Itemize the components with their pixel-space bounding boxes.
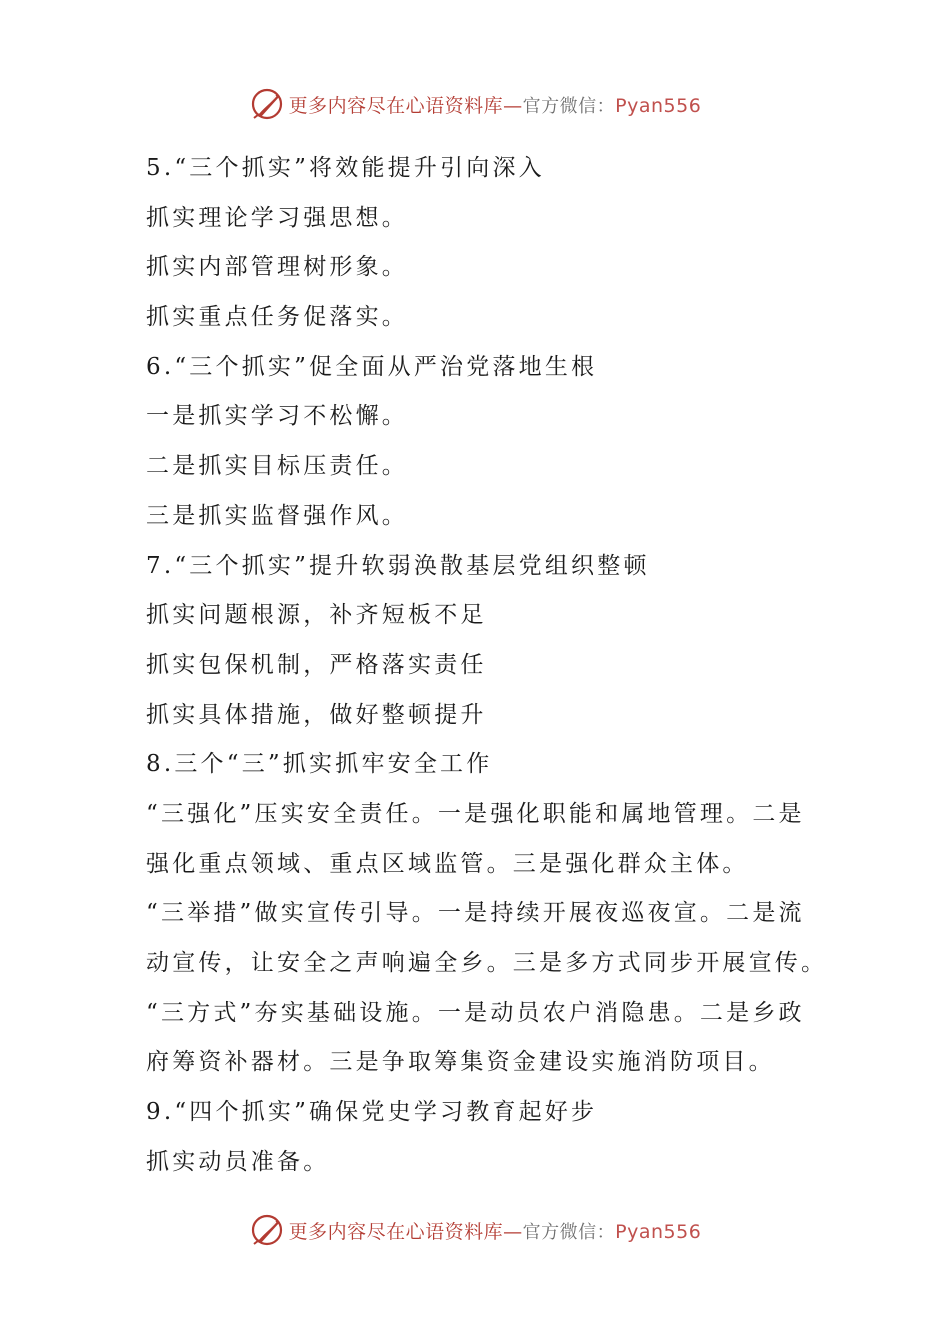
quill-logo-icon xyxy=(249,1212,285,1248)
heading-8: 8.三个“三”抓实抓牢安全工作 xyxy=(146,751,493,778)
banner-wechat-label: 官方微信： xyxy=(522,95,616,117)
paragraph-line: 一是抓实学习不松懈。 xyxy=(146,403,408,430)
banner-text xyxy=(289,91,702,118)
heading-6: 6.“三个抓实”促全面从严治党落地生根 xyxy=(146,353,598,380)
banner-wechat-label: 官方微信： xyxy=(522,1221,616,1243)
banner-dash: — xyxy=(503,1220,523,1243)
heading-7: 7.“三个抓实”提升软弱涣散基层党组织整顿 xyxy=(146,552,650,579)
paragraph-line: 府筹资补器材。三是争取筹集资金建设实施消防项目。 xyxy=(146,1049,775,1076)
heading-9: 9.“四个抓实”确保党史学习教育起好步 xyxy=(146,1099,598,1126)
paragraph-line: 抓实动员准备。 xyxy=(146,1148,330,1175)
document-body xyxy=(146,144,828,1187)
paragraph-line: 强化重点领域、重点区域监管。三是强化群众主体。 xyxy=(146,850,749,877)
quill-logo-icon xyxy=(249,86,285,122)
heading-5: 5.“三个抓实”将效能提升引向深入 xyxy=(146,155,545,181)
header-banner xyxy=(0,84,950,124)
paragraph-line: 抓实重点任务促落实。 xyxy=(146,304,408,331)
banner-wechat-id: Pyan556 xyxy=(615,1220,702,1243)
footer-banner xyxy=(0,1210,950,1250)
paragraph-line: 抓实理论学习强思想。 xyxy=(146,204,408,231)
banner-dash: — xyxy=(503,94,523,117)
banner-site-name: 更多内容尽在心语资料库 xyxy=(288,1220,504,1243)
banner-text xyxy=(289,1217,702,1244)
paragraph-line: “三举措”做实宣传引导。一是持续开展夜巡夜宣。二是流 xyxy=(146,900,805,927)
paragraph-line: 动宣传，让安全之声响遍全乡。三是多方式同步开展宣传。 xyxy=(146,950,828,976)
paragraph-line: 二是抓实目标压责任。 xyxy=(146,453,408,480)
paragraph-line: 抓实包保机制，严格落实责任 xyxy=(146,651,487,678)
paragraph-line: 抓实内部管理树形象。 xyxy=(146,254,408,281)
paragraph-line: “三强化”压实安全责任。一是强化职能和属地管理。二是 xyxy=(146,800,805,827)
banner-site-name: 更多内容尽在心语资料库 xyxy=(288,94,504,117)
paragraph-line: 抓实问题根源，补齐短板不足 xyxy=(146,602,487,629)
paragraph-line: 三是抓实监督强作风。 xyxy=(146,502,408,529)
banner-wechat-id: Pyan556 xyxy=(615,94,702,117)
paragraph-line: “三方式”夯实基础设施。一是动员农户消隐患。二是乡政 xyxy=(146,999,805,1026)
paragraph-line: 抓实具体措施，做好整顿提升 xyxy=(146,701,487,728)
